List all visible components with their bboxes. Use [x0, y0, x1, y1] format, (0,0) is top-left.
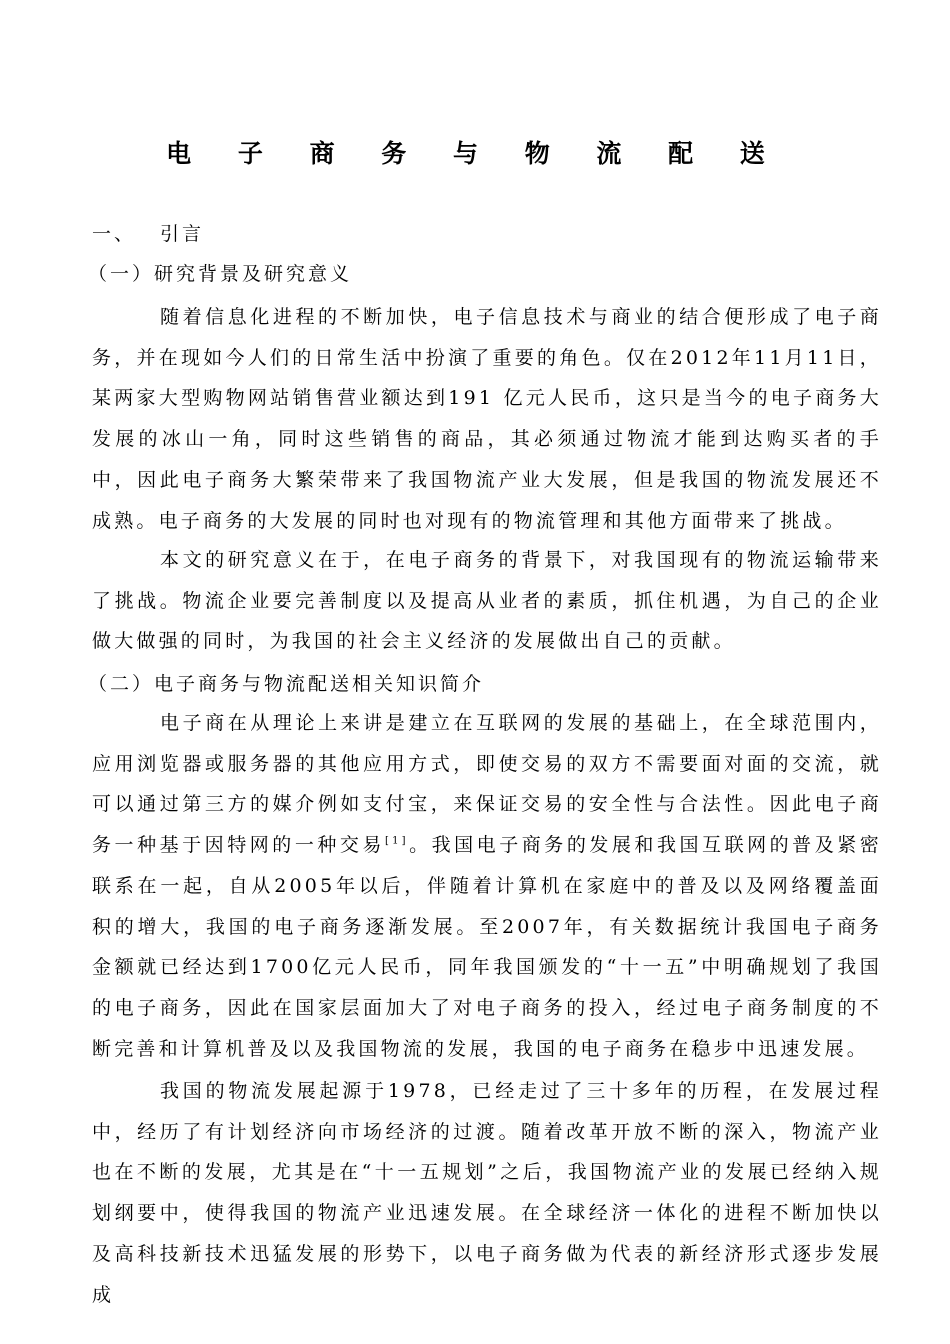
section-number: 一、: [92, 223, 137, 245]
paragraph-background: 随着信息化进程的不断加快，电子信息技术与商业的结合便形成了电子商务，并在现如今人们的日常生活中扮演了重要的角色。仅在2012年11月11日，某两家大型购物网站销售营业额达到191 亿元人民币，这只是当今的电子商务大发展的冰山一角，同时这些销售的商品，其必须通过物流才能到达购买者的手中，因此电子商务大繁荣带来了我国物流产业大发展，但是我国的物流发展还不成熟。电子商务的大发展的同时也对现有的物流管理和其他方面带来了挑战。: [92, 306, 882, 532]
paragraph-logistics-history: 我国的物流发展起源于1978，已经走过了三十多年的历程，在发展过程中，经历了有计划经济向市场经济的过渡。随着改革开放不断的深入，物流产业也在不断的发展，尤其是在“十一五规划”之后，我国物流产业的发展已经纳入规划纲要中，使得我国的物流产业迅速发展。在全球经济一体化的进程不断加快以及高科技新技术迅猛发展的形势下，以电子商务做为代表的新经济形式逐步发展成: [92, 1080, 882, 1306]
document-title: 电 子 商 务 与 物 流 配 送: [166, 139, 784, 168]
paragraph-text: 电子商在从理论上来讲是建立在互联网的发展的基础上，在全球范围内，应用浏览器或服务器的其他应用方式，即使交易的双方不需要面对面的交流，就可以通过第三方的媒介例如支付宝，来保证交易的安全性与合法性。因此电子商务一种基于因特网的一种交易: [92, 712, 882, 857]
citation-ref: [1]: [384, 835, 409, 847]
section-label: 引言: [160, 223, 205, 245]
section-heading-introduction: [92, 219, 204, 249]
subsection-heading-background: （一）研究背景及研究意义: [88, 263, 353, 285]
subsection-heading-knowledge: （二）电子商务与物流配送相关知识简介: [88, 673, 485, 695]
paragraph-text: 。我国电子商务的发展和我国互联网的普及紧密联系在一起，自从2005年以后，伴随着计算机在家庭中的普及以及网络覆盖面积的增大，我国的电子商务逐渐发展。至2007年，有关数据统计我国电子商务金额就已经达到1700亿元人民币，同年我国颁发的“十一五”中明确规划了我国的电子商务，因此在国家层面加大了对电子商务的投入，经过电子商务制度的不断完善和计算机普及以及我国物流的发展，我国的电子商务在稳步中迅速发展。: [92, 834, 882, 1060]
paragraph-significance: 本文的研究意义在于，在电子商务的背景下，对我国现有的物流运输带来了挑战。物流企业要完善制度以及提高从业者的素质，抓住机遇，为自己的企业做大做强的同时，为我国的社会主义经济的发展做出自己的贡献。: [92, 549, 882, 653]
paragraph-ecommerce-intro: [92, 703, 882, 1069]
